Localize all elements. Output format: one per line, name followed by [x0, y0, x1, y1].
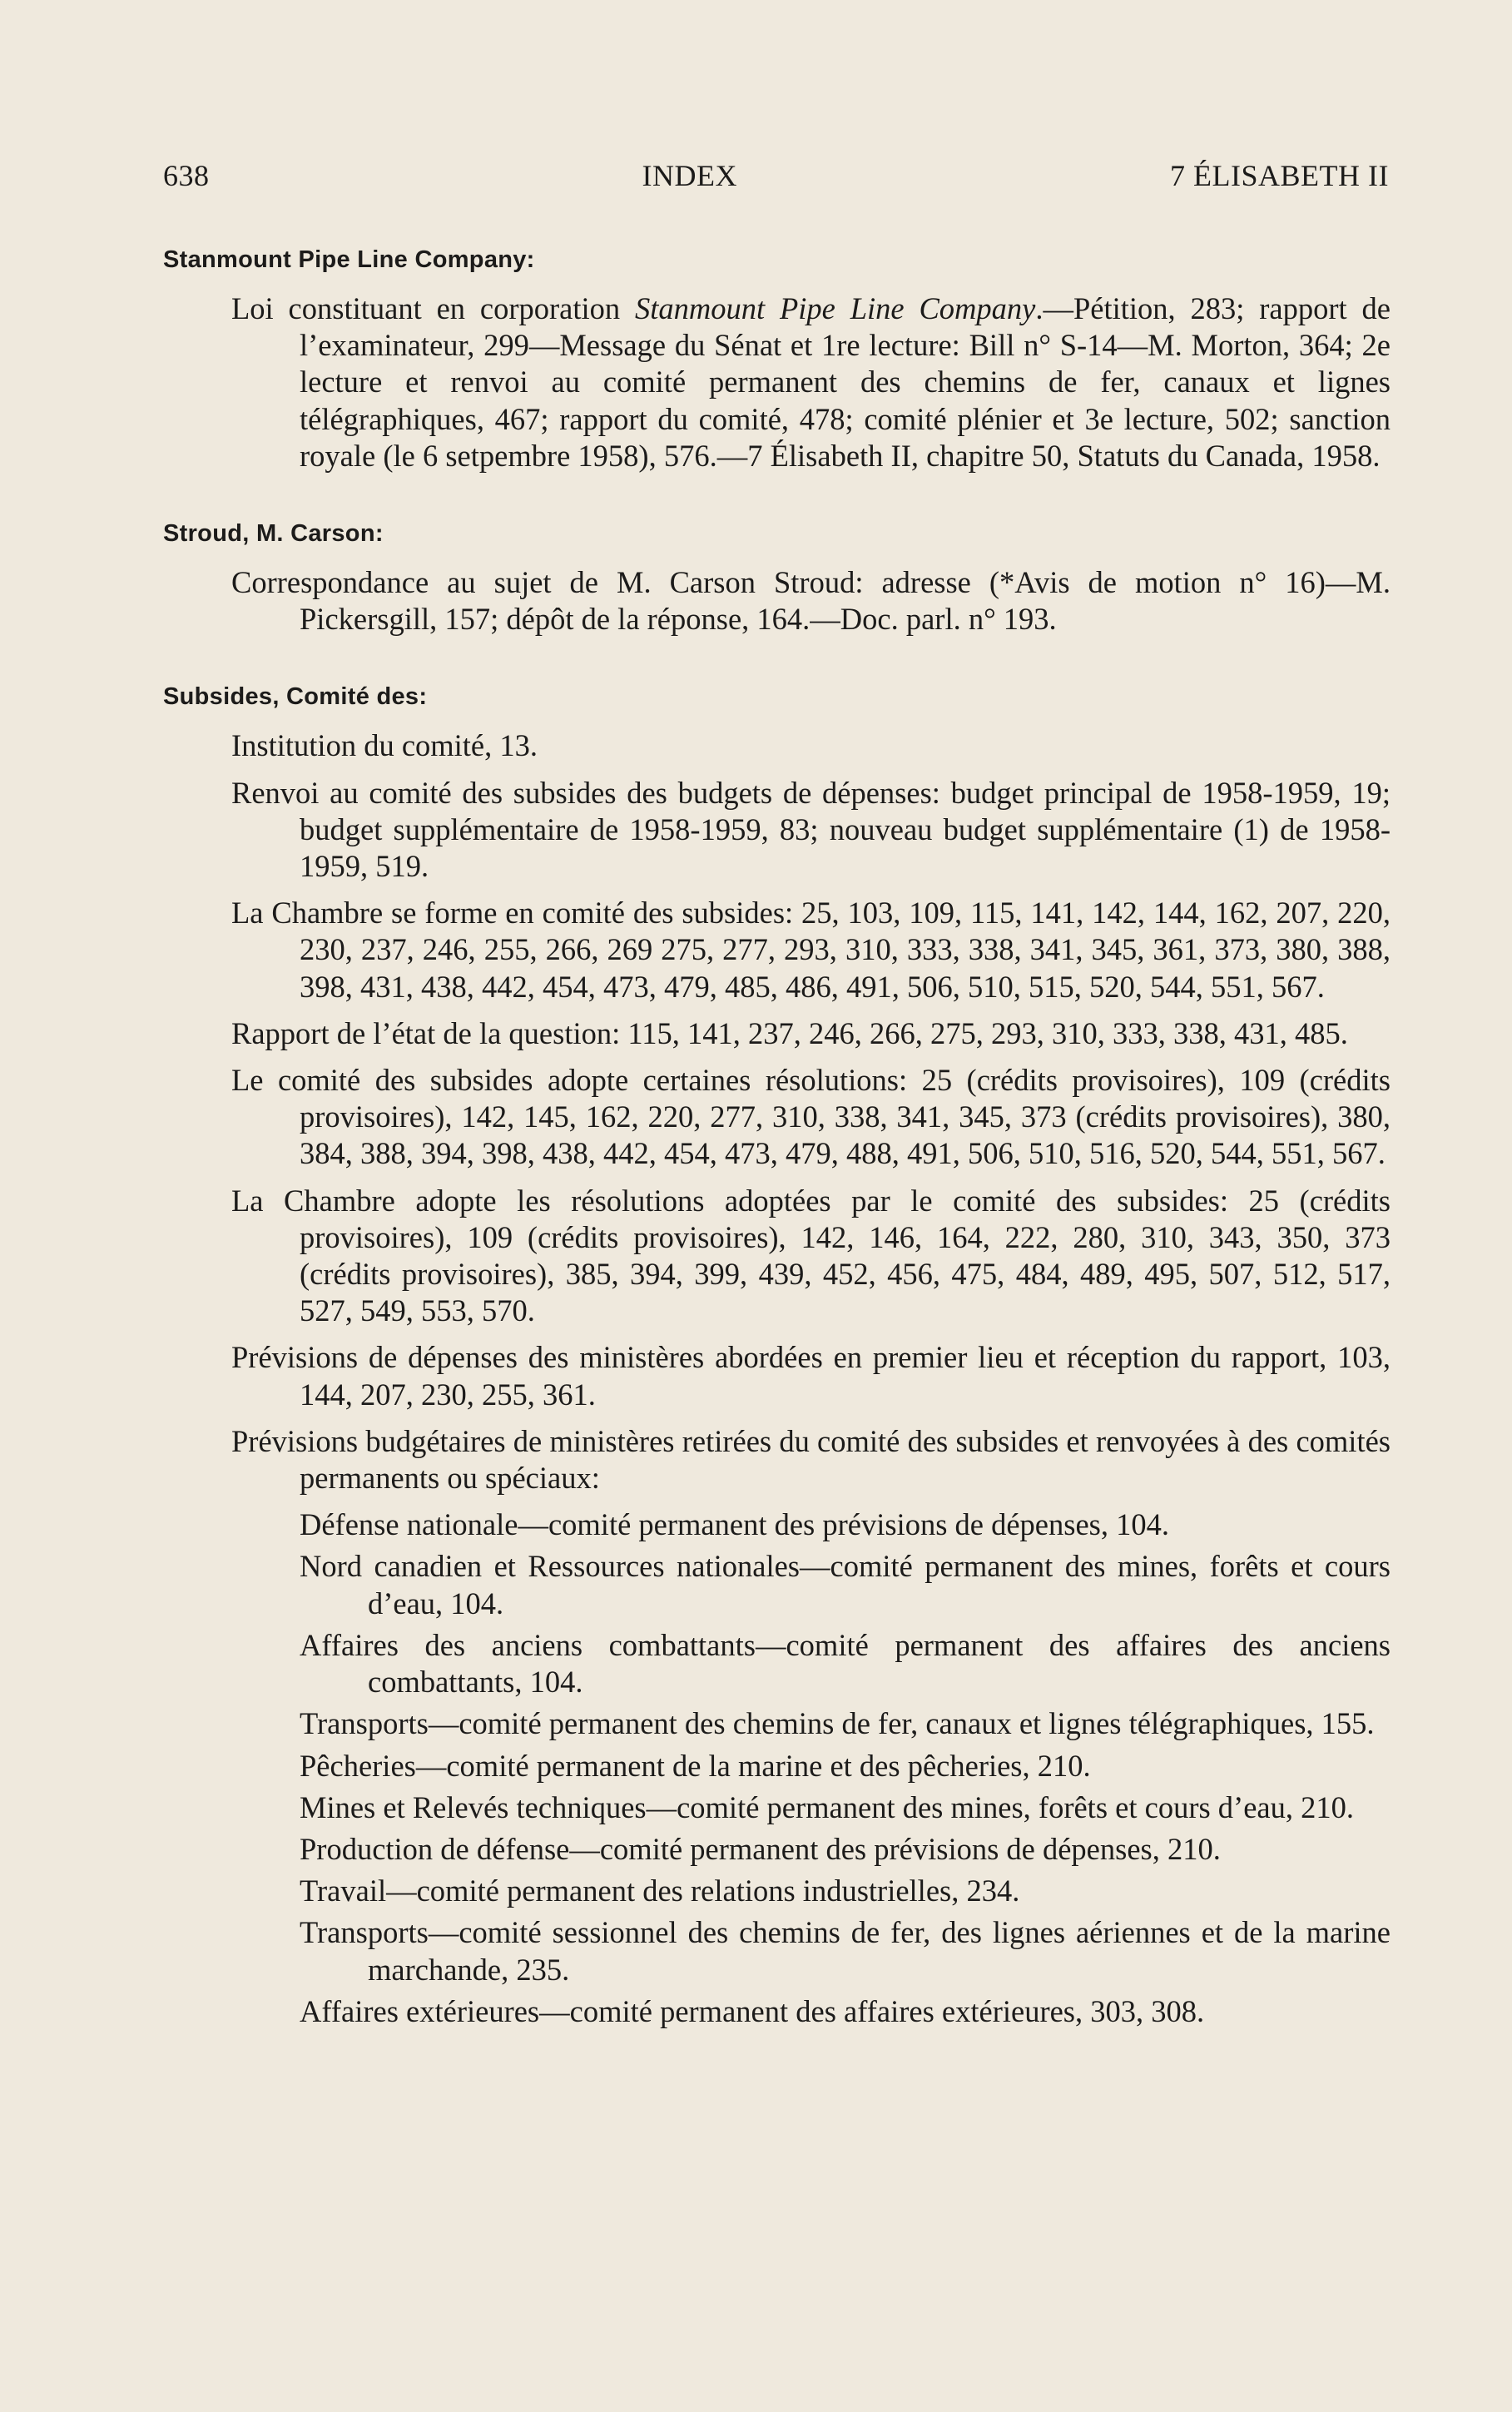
entry-paragraph	[231, 290, 1391, 474]
subentry: Production de défense—comité permanent des prévisions de dépenses, 210.	[300, 1831, 1221, 1866]
entry-paragraph: Correspondance au sujet de M. Carson Stroud: adresse (*Avis de motion n° 16)—M. Pickersgill, 157; dépôt de la réponse, 164.—Doc. parl. n° 193.	[231, 565, 1391, 637]
subentry-list	[163, 1506, 1391, 2030]
entry-paragraph: Institution du comité, 13.	[231, 728, 538, 763]
entry-paragraph: Prévisions de dépenses des ministères abordées en premier lieu et réception du rapport, 103, 144, 207, 230, 255, 361.	[231, 1340, 1391, 1412]
entry-paragraph: La Chambre adopte les résolutions adoptées par le comité des subsides: 25 (crédits provisoires), 109 (crédits provisoires), 142, 146, 164, 222, 280, 310, 343, 350, 373 (crédits provisoires), 385, 394, 399, 439, 452, 456, 475, 484, 489, 495, 507, 512, 517, 527, 549, 553, 570.	[231, 1183, 1391, 1328]
entry-paragraph: Renvoi au comité des subsides des budgets de dépenses: budget principal de 1958-1959, 19; budget supplémentaire de 1958-1959, 83; nouveau budget supplémentaire (1) de 1958-1959, 519.	[231, 775, 1391, 884]
entry-heading: Subsides, Comité des:	[163, 683, 428, 711]
page-number: 638	[163, 159, 210, 192]
subentry: Défense nationale—comité permanent des prévisions de dépenses, 104.	[300, 1507, 1169, 1542]
subentry: Transports—comité permanent des chemins de fer, canaux et lignes télégraphiques, 155.	[300, 1706, 1375, 1741]
index-entry-subsides	[163, 683, 1391, 2030]
subentry: Nord canadien et Ressources nationales—comité permanent des mines, forêts et cours d’eau, 104.	[300, 1549, 1391, 1620]
subentry: Transports—comité sessionnel des chemins de fer, des lignes aériennes et de la marine marchande, 235.	[300, 1915, 1391, 1987]
entry-paragraph: Le comité des subsides adopte certaines résolutions: 25 (crédits provisoires), 109 (crédits provisoires), 142, 145, 162, 220, 277, 310, 338, 341, 345, 373 (crédits provisoires), 380, 384, 388, 394, 398, 438, 442, 454, 473, 479, 488, 491, 506, 510, 516, 520, 544, 551, 567.	[231, 1063, 1391, 1171]
index-body	[163, 246, 1391, 2076]
running-title: INDEX	[642, 159, 737, 192]
entry-paragraph: Rapport de l’état de la question: 115, 141, 237, 246, 266, 275, 293, 310, 333, 338, 431, 485.	[231, 1015, 1348, 1050]
entry-paragraph: Prévisions budgétaires de ministères retirées du comité des subsides et renvoyées à des comités permanents ou spéciaux:	[231, 1423, 1391, 1496]
index-entry-stanmount	[163, 246, 1391, 474]
paragraph-text: .—Pétition, 283; rapport de l’examinateur, 299—Message du Sénat et 1re lecture: Bill n° S-14—M. Morton, 364; 2e lecture et renvoi au comité permanent des chemins de fer, canaux et lignes télégraphiques, 467; rapport du comité, 478; comité plénier et 3e lecture, 502; sanction royale (le 6 setpembre 1958), 576.—7 Élisabeth II, chapitre 50, Statuts du Canada, 1958.	[300, 291, 1391, 473]
entry-heading: Stroud, M. Carson:	[163, 520, 384, 548]
paragraph-text: Loi constituant en corporation	[231, 291, 635, 325]
subentry: Affaires extérieures—comité permanent des affaires extérieures, 303, 308.	[300, 1993, 1205, 2028]
index-entry-stroud	[163, 520, 1391, 638]
entry-heading: Stanmount Pipe Line Company:	[163, 246, 535, 273]
company-name-italic: Stanmount Pipe Line Company	[634, 291, 1036, 325]
entry-paragraph: La Chambre se forme en comité des subsides: 25, 103, 109, 115, 141, 142, 144, 162, 207, 220, 230, 237, 246, 255, 266, 269 275, 277, 293, 310, 333, 338, 341, 345, 361, 373, 380, 388, 398, 431, 438, 442, 454, 473, 479, 485, 486, 491, 506, 510, 515, 520, 544, 551, 567.	[231, 896, 1391, 1004]
subentry: Affaires des anciens combattants—comité permanent des affaires des anciens combattants, 104.	[300, 1627, 1391, 1700]
running-head	[163, 158, 1389, 193]
subentry: Travail—comité permanent des relations industrielles, 234.	[300, 1874, 1020, 1908]
volume-label: 7 ÉLISABETH II	[1170, 159, 1389, 192]
subentry: Pêcheries—comité permanent de la marine et des pêcheries, 210.	[300, 1748, 1091, 1783]
subentry: Mines et Relevés techniques—comité permanent des mines, forêts et cours d’eau, 210.	[300, 1789, 1354, 1824]
